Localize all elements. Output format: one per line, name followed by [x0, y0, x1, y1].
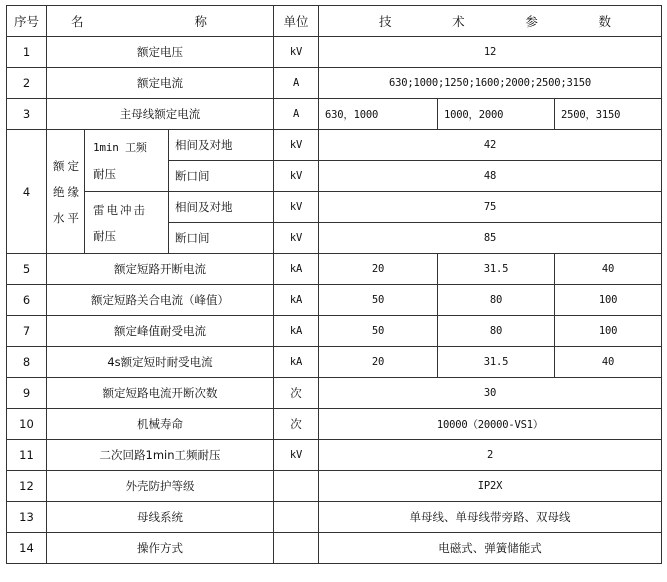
table-row [7, 533, 662, 564]
header-name-left: 名 [71, 14, 84, 29]
row-value-3: 100 [555, 285, 662, 316]
header-name-right: 称 [194, 14, 208, 29]
header-spec-char-2: 术 [452, 14, 465, 29]
row-value: 48 [319, 161, 662, 192]
table-row [7, 254, 662, 285]
row-unit: kV [274, 130, 319, 161]
row-unit: kV [274, 161, 319, 192]
pf-phase-label: 相间及对地 [169, 130, 274, 161]
row-unit [274, 471, 319, 502]
row-value-1: 50 [319, 285, 438, 316]
lightning-impulse-withstand-label [85, 192, 169, 254]
li-break-label: 断口间 [169, 223, 274, 254]
row-name: 操作方式 [47, 533, 274, 564]
row-name: 额定短路电流开断次数 [47, 378, 274, 409]
row-no: 7 [7, 316, 47, 347]
row-value: 630;1000;1250;1600;2000;2500;3150 [319, 68, 662, 99]
power-frequency-label-line-1: 1min 工频 [93, 140, 147, 154]
row-value-3: 40 [555, 254, 662, 285]
row-value: 75 [319, 192, 662, 223]
row-name: 4s额定短时耐受电流 [47, 347, 274, 378]
table-row [7, 37, 662, 68]
row-value-2: 1000，2000 [438, 99, 555, 130]
li-phase-label: 相间及对地 [169, 192, 274, 223]
row-value: 电磁式、弹簧储能式 [319, 533, 662, 564]
row-name: 额定电流 [47, 68, 274, 99]
row-no: 14 [7, 533, 47, 564]
table-row [7, 502, 662, 533]
row-unit: kA [274, 347, 319, 378]
table-row [7, 99, 662, 130]
row-no: 9 [7, 378, 47, 409]
row-unit: kA [274, 285, 319, 316]
row-no: 12 [7, 471, 47, 502]
row-value-1: 20 [319, 347, 438, 378]
row-value-2: 31.5 [438, 347, 555, 378]
lightning-label-line-2: 耐压 [93, 228, 116, 243]
row-unit: kV [274, 192, 319, 223]
row-value-1: 50 [319, 316, 438, 347]
power-frequency-label-line-2: 耐压 [93, 166, 116, 181]
row-unit: A [274, 99, 319, 130]
row-value: 10000（20000-VS1） [319, 409, 662, 440]
row-value-2: 31.5 [438, 254, 555, 285]
row-name: 机械寿命 [47, 409, 274, 440]
row-value: IP2X [319, 471, 662, 502]
pf-break-label: 断口间 [169, 161, 274, 192]
row-unit: kV [274, 440, 319, 471]
row-unit: kA [274, 316, 319, 347]
row-no: 10 [7, 409, 47, 440]
row-no: 13 [7, 502, 47, 533]
header-spec-char-1: 技 [379, 14, 392, 29]
table-row [7, 192, 662, 223]
row-value: 2 [319, 440, 662, 471]
power-frequency-withstand-label [85, 130, 169, 192]
table-row [7, 378, 662, 409]
table-row [7, 440, 662, 471]
row-value: 12 [319, 37, 662, 68]
row-name: 二次回路1min工频耐压 [47, 440, 274, 471]
header-spec-char-4: 数 [598, 14, 611, 29]
insulation-label-line-2: 绝缘 [53, 184, 82, 199]
row-unit: 次 [274, 409, 319, 440]
row-unit: kV [274, 37, 319, 68]
row-name: 母线系统 [47, 502, 274, 533]
row-unit: kV [274, 223, 319, 254]
table-row [7, 409, 662, 440]
row-name: 主母线额定电流 [47, 99, 274, 130]
row-value: 42 [319, 130, 662, 161]
insulation-label-line-3: 水平 [53, 210, 82, 225]
row-no: 2 [7, 68, 47, 99]
row-no: 4 [7, 130, 47, 254]
row-value: 30 [319, 378, 662, 409]
row-unit [274, 502, 319, 533]
row-name: 额定峰值耐受电流 [47, 316, 274, 347]
row-value-1: 630，1000 [319, 99, 438, 130]
header-spec-char-3: 参 [525, 14, 538, 29]
row-unit [274, 533, 319, 564]
row-value: 85 [319, 223, 662, 254]
table-row [7, 471, 662, 502]
row-name: 额定电压 [47, 37, 274, 68]
lightning-label-line-1: 雷电冲击 [93, 202, 147, 217]
header-name [47, 6, 274, 37]
table-row [7, 316, 662, 347]
row-no: 5 [7, 254, 47, 285]
table-row [7, 130, 662, 161]
header-row [7, 6, 662, 37]
row-no: 11 [7, 440, 47, 471]
row-value-2: 80 [438, 285, 555, 316]
row-value-3: 100 [555, 316, 662, 347]
table-row [7, 285, 662, 316]
row-value: 单母线、单母线带旁路、双母线 [319, 502, 662, 533]
header-spec [319, 6, 662, 37]
spec-table [6, 5, 662, 564]
row-no: 3 [7, 99, 47, 130]
spec-table-container [6, 5, 662, 564]
row-unit: A [274, 68, 319, 99]
table-row [7, 347, 662, 378]
table-row [7, 68, 662, 99]
row-value-3: 40 [555, 347, 662, 378]
row-unit: 次 [274, 378, 319, 409]
row-name: 外壳防护等级 [47, 471, 274, 502]
row-no: 6 [7, 285, 47, 316]
row-value-2: 80 [438, 316, 555, 347]
row-value-1: 20 [319, 254, 438, 285]
header-no: 序号 [7, 6, 47, 37]
row-no: 1 [7, 37, 47, 68]
header-unit: 单位 [274, 6, 319, 37]
row-unit: kA [274, 254, 319, 285]
insulation-level-label [47, 130, 85, 254]
row-name: 额定短路开断电流 [47, 254, 274, 285]
row-value-3: 2500，3150 [555, 99, 662, 130]
row-name: 额定短路关合电流（峰值） [47, 285, 274, 316]
insulation-label-line-1: 额定 [53, 158, 82, 173]
row-no: 8 [7, 347, 47, 378]
